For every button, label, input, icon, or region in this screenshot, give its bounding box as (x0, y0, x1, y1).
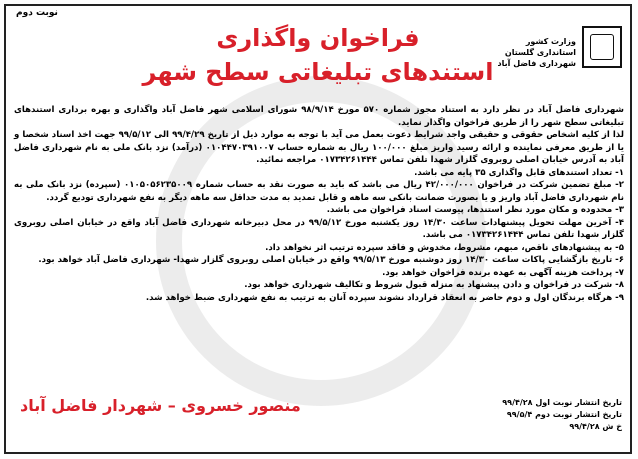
mayor-signature: منصور خسروی – شهردار فاضل آباد (20, 396, 301, 415)
condition-item-8: ۸- شرکت در فراخوان و دادن پیشنهاد به منزله قبول شروط و تکالیف شهرداری خواهد بود. (244, 280, 624, 290)
publication-dates (502, 397, 622, 433)
condition-item-3: ۳- محدوده و مکان مورد نظر استندها، پیوست اسناد فراخوان می باشد. (326, 205, 624, 215)
notice-subtitle: استندهای تبلیغاتی سطح شهر (142, 58, 494, 86)
condition-item-1: ۱- تعداد استندهای قابل واگذاری ۳۵ پایه می باشد. (414, 167, 624, 178)
org-line-ministry: وزارت کشور (525, 37, 576, 46)
condition-item-9: ۹- هرگاه برندگان اول و دوم حاضر به انعقاد قرارداد نشوند سپرده آنان به ترتیب به نفع شهرداری ضبط خواهد شد. (145, 292, 624, 303)
condition-item-2: ۲- مبلغ تضمین شرکت در فراخوان ۴۲/۰۰۰/۰۰۰ ریال می باشد که باید به صورت نقد به حساب شماره ۰۱۰۵۰۵۶۲۳۵۰۰۹ (سپرده) نزد بانک ملی به نام شهرداری فاضل آباد واریز و یا بصورت ضمانت بانکی سه ماهه و قابل تمدید به مدت حداقل سه ماهه دیگر به نفع شهرداری تودیع گردد. (14, 180, 624, 203)
org-line-municipality: شهرداری فاضل آباد (497, 59, 576, 68)
notice-frame (4, 4, 632, 454)
call-paragraph: لذا از کلیه اشخاص حقوقی و حقیقی واجد شرایط دعوت بعمل می آید با توجه به موارد ذیل از تاریخ ۹۹/۴/۲۹ الی ۹۹/۵/۱۲ جهت اخذ اسناد شخصا و یا از طریق معرفی نماینده و ارائه رسید واریز مبلغ ۱۰۰/۰۰۰ ریال به شماره حساب ۰۱۰۴۴۷۰۳۹۱۰۰۷ (درآمد) نزد بانک ملی به نام شهرداری فاضل آباد به آدرس خیابان اصلی روبروی گلزار شهدا تلفن تماس ۰۱۷۳۴۲۶۱۴۴۴ مراجعه نمائید. (14, 130, 624, 165)
condition-item-4: ۴- آخرین مهلت تحویل پیشنهادات ساعت ۱۴/۳۰ روز یکشنبه مورخ ۹۹/۵/۱۲ در محل دبیرخانه شهرداری فاضل آباد واقع در خیابان اصلی روبروی گلزار شهدا تلفن تماس ۰۱۷۳۴۲۶۱۴۴۴ می باشد. (14, 217, 624, 240)
condition-item-6: ۶- تاریخ بازگشایی پاکات ساعت ۱۴/۳۰ روز دوشنبه مورخ ۹۹/۵/۱۳ واقع در خیابان اصلی روبروی گلزار شهدا- شهرداری فاضل آباد خواهد بود. (38, 255, 624, 265)
condition-item-5: ۵- به پیشنهادهای ناقص، مبهم، مشروط، مخدوش و فاقد سپرده ترتیب اثر نخواهد داد. (265, 242, 624, 253)
org-line-province: استانداری گلستان (504, 48, 576, 57)
date-line-code: خ ش ۹۹/۴/۲۸ (569, 422, 622, 431)
notice-title: فراخوان واگذاری (216, 24, 420, 52)
condition-item-7: ۷- پرداخت هزینه آگهی به عهده برنده فراخوان خواهد بود. (382, 267, 624, 278)
date-line-second: تاریخ انتشار نوبت دوم ۹۹/۵/۴ (506, 410, 622, 419)
notice-body (14, 104, 624, 304)
date-line-first: تاریخ انتشار نوبت اول ۹۹/۴/۲۸ (502, 398, 622, 407)
intro-paragraph: شهرداری فاضل آباد در نظر دارد به استناد مجوز شماره ۵۷۰ مورخ ۹۸/۹/۱۴ شورای اسلامی شهر فاضل آباد واگذاری و بهره برداری استندهای تبلیغاتی سطح شهر را از طریق فراخوان واگذار نماید. (14, 105, 624, 128)
publication-round-label: نوبت دوم (16, 8, 58, 18)
